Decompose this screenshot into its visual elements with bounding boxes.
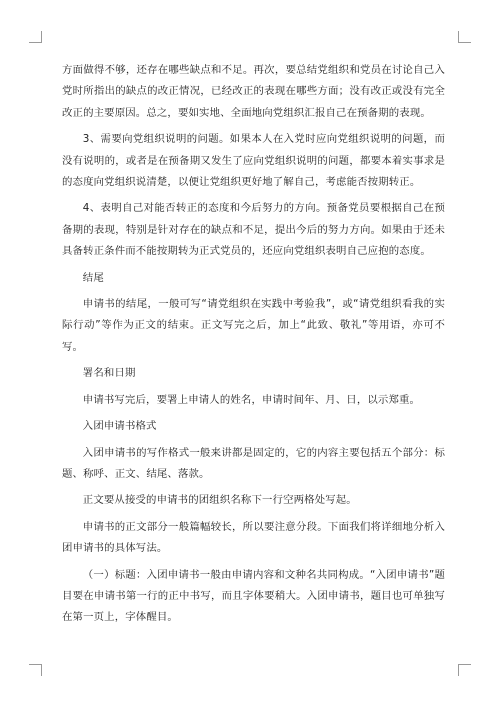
section-heading: 结尾 — [82, 271, 104, 284]
crop-mark — [41, 31, 42, 43]
paragraph: 申请书的结尾，一般可写“请党组织在实践中考验我”，或“请党组织看我的实际行动”等作为正文的结束。正文写完之后，加上“此致、敬礼”等用语，亦可不写。 — [62, 298, 445, 353]
paragraph: 入团申请书的写作格式一般来讲都是固定的，它的内容主要包括五个部分：标题、称呼、正文、结尾、落款。 — [62, 446, 445, 480]
crop-mark — [458, 664, 459, 676]
paragraph: 3、需要向党组织说明的问题。如果本人在入党时应向党组织说明的问题，而没有说明的，或者是在预备期又发生了应向党组织说明的问题，都要本着实事求是的态度向党组织说清楚，以便让党组织更好地了解自己，考虑能否按期转正。 — [62, 133, 445, 189]
crop-mark — [459, 664, 471, 665]
paragraph: 正文要从接受的申请书的团组织名称下一行空两格处写起。 — [82, 494, 357, 507]
section-heading: 署名和日期 — [82, 367, 136, 380]
crop-mark — [29, 664, 41, 665]
crop-mark — [29, 42, 41, 43]
paragraph: 方面做得不够，还存在哪些缺点和不足。再次，要总结党组织和党员在讨论自己入党时所指出的缺点的改正情况，已经改正的表现在哪些方面；没有改正或没有完全改正的主要原因。总之，要如实地、全面地向党组织汇报自己在预备期的表现。 — [62, 64, 445, 119]
paragraph: 申请书写完后，要署上申请人的姓名，申请时间年、月、日，以示郑重。 — [82, 393, 421, 406]
document-body — [62, 60, 445, 634]
crop-mark — [459, 42, 471, 43]
paragraph: 申请书的正文部分一般篇幅较长，所以要注意分段。下面我们将详细地分析入团申请书的具体写法。 — [62, 520, 445, 555]
section-heading: 入团申请书格式 — [82, 420, 157, 433]
paragraph: （一）标题：入团申请书一般由申请内容和文种名共同构成。“入团申请书”题目要在申请书第一行的正中书写，而且字体要稍大。入团申请书，题目也可单独写在第一页上，字体醒目。 — [62, 568, 445, 624]
paragraph: 4、表明自己对能否转正的态度和今后努力的方向。预备党员要根据自己在预备期的表现，特别是针对存在的缺点和不足，提出今后的努力方向。如果由于还未具备转正条件而不能按期转为正式党员的，还应向党组织表明自己应抱的态度。 — [62, 202, 445, 258]
crop-mark — [41, 664, 42, 676]
